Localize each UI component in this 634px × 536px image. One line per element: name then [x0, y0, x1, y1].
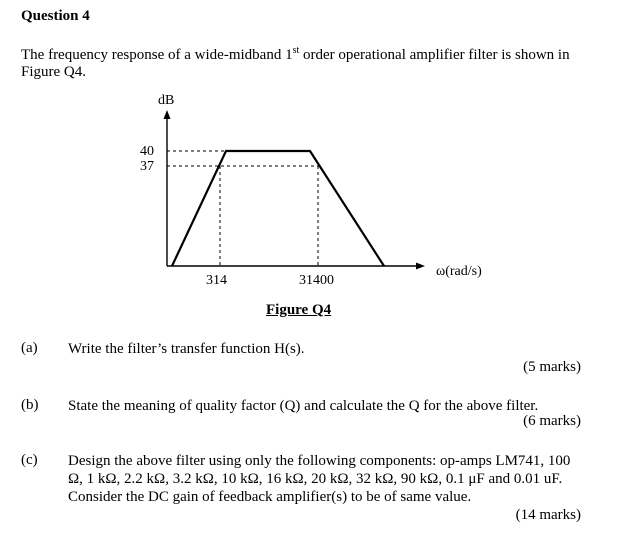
question-a-marks: (5 marks): [523, 359, 581, 375]
x-tick-314: 314: [206, 273, 227, 288]
question-c-label: (c): [21, 452, 38, 468]
question-c-marks: (14 marks): [515, 507, 581, 523]
y-tick-40: 40: [140, 144, 154, 159]
question-c-text: Design the above filter using only the following components: op-amps LM741, 100 Ω, 1 kΩ, 2.2 kΩ, 3.2 kΩ, 10 kΩ, 16 kΩ, 20 kΩ, 32 kΩ, 90 kΩ, 0.1 μF and 0.01 uF. Consider the DC gain of feedback amplifier(s) to be of same value.: [68, 453, 571, 505]
question-b-label: (b): [21, 397, 39, 413]
intro-superscript: st: [292, 45, 300, 56]
question-a-text: Write the filter’s transfer function H(s).: [68, 341, 305, 357]
y-axis-label: dB: [158, 93, 175, 108]
x-tick-31400: 31400: [299, 273, 334, 288]
question-b-marks: (6 marks): [523, 413, 581, 429]
question-a-label: (a): [21, 340, 38, 356]
x-axis-arrow: [416, 263, 425, 270]
y-axis-arrow: [164, 110, 171, 119]
y-tick-37: 37: [140, 159, 154, 174]
intro-text-part2: order operational amplifier filter is shown in Figure Q4.: [21, 47, 570, 80]
response-curve: [172, 151, 384, 266]
question-b-text: State the meaning of quality factor (Q) and calculate the Q for the above filter.: [68, 398, 539, 414]
intro-text-part1: The frequency response of a wide-midband 1: [21, 47, 293, 63]
x-axis-label: ω(rad/s): [436, 264, 482, 279]
question-heading: Question 4: [21, 8, 90, 24]
figure-caption: Figure Q4: [266, 302, 332, 318]
